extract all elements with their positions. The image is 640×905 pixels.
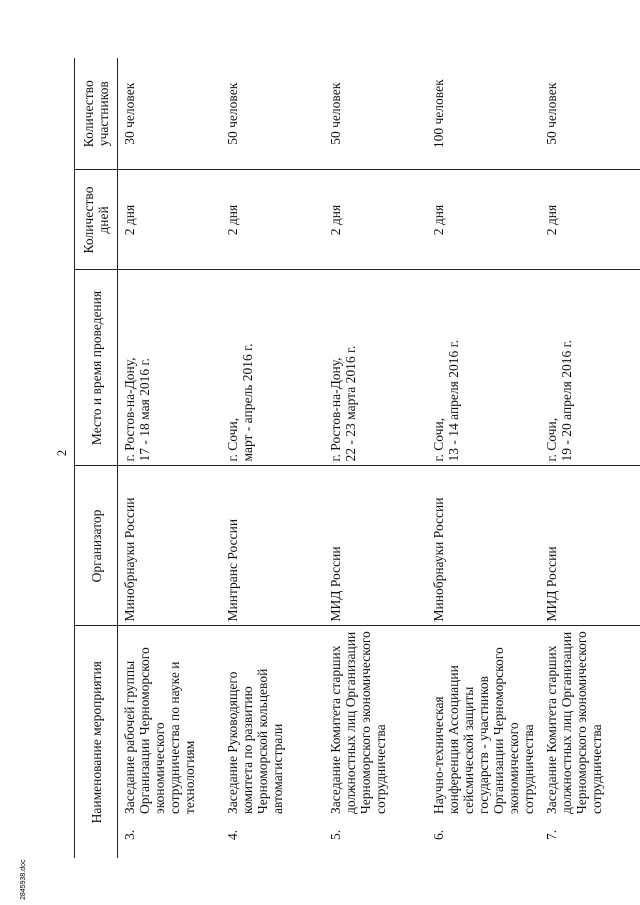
- event-days: 2 дня: [118, 170, 222, 270]
- event-participants: 50 человек: [324, 58, 427, 170]
- event-participants: 30 человек: [118, 58, 222, 170]
- header-organizer: Организатор: [75, 466, 118, 626]
- event-organizer: Минобрнауки России: [118, 466, 222, 626]
- event-time: 19 - 20 апреля 2016 г.: [559, 339, 574, 462]
- event-place: г. Сочи,: [225, 417, 240, 462]
- event-organizer: МИД России: [324, 466, 427, 626]
- event-place-time: [118, 270, 222, 466]
- event-place: г. Сочи,: [544, 417, 559, 462]
- event-place: г. Ростов-на-Дону,: [328, 357, 343, 462]
- event-name: Заседание Руководящего комитета по развитию Черноморской кольцевой автомагистрали: [225, 668, 285, 814]
- event-organizer: МИД России: [540, 466, 640, 626]
- event-place-time: [540, 270, 640, 466]
- event-organizer: Минтранс России: [221, 466, 324, 626]
- event-participants: 100 человек: [427, 58, 540, 170]
- table-header-row: [75, 58, 118, 858]
- event-time: 13 - 14 апреля 2016 г.: [446, 339, 461, 462]
- event-participants: 50 человек: [221, 58, 324, 170]
- event-time: 17 - 18 мая 2016 г.: [137, 358, 152, 462]
- event-place: г. Ростов-на-Дону,: [122, 357, 137, 462]
- table-row: [221, 58, 324, 858]
- event-name: Заседание Комитета старших должностных лиц Организации Черноморского экономического сотрудничества: [544, 631, 604, 814]
- rotated-content: [52, 58, 604, 858]
- document-id: 2845938.doc: [20, 859, 27, 900]
- event-name: Заседание Комитета старших должностных лиц Организации Черноморского экономического сотрудничества: [328, 631, 388, 814]
- header-name: Наименование мероприятия: [75, 626, 118, 858]
- event-place: г. Сочи,: [431, 417, 446, 462]
- row-number: 3.: [122, 829, 137, 840]
- header-days: Количество дней: [75, 170, 118, 270]
- event-participants: 50 человек: [540, 58, 640, 170]
- event-days: 2 дня: [221, 170, 324, 270]
- row-number: 7.: [544, 829, 559, 840]
- event-time: март - апрель 2016 г.: [240, 343, 255, 462]
- header-participants: Количество участников: [75, 58, 118, 170]
- event-place-time: [427, 270, 540, 466]
- row-number: 4.: [225, 829, 240, 840]
- table-row: [118, 58, 222, 858]
- event-days: 2 дня: [324, 170, 427, 270]
- event-name: Научно-техническая конференция Ассоциации сейсмической защиты государств - участников Организации Черноморского экономического сотрудничества: [431, 647, 536, 814]
- table-row: [427, 58, 540, 858]
- event-place-time: [221, 270, 324, 466]
- event-name: Заседание рабочей группы Организации Черноморского экономического сотрудничества по науке и технологиям: [122, 647, 197, 814]
- event-time: 22 - 23 марта 2016 г.: [343, 345, 358, 462]
- event-days: 2 дня: [540, 170, 640, 270]
- row-number: 6.: [431, 829, 446, 840]
- table-row: [540, 58, 640, 858]
- event-organizer: Минобрнауки России: [427, 466, 540, 626]
- event-place-time: [324, 270, 427, 466]
- events-table: [74, 58, 640, 858]
- event-days: 2 дня: [427, 170, 540, 270]
- row-number: 5.: [328, 829, 343, 840]
- page-number: 2: [54, 449, 69, 457]
- header-place-time: Место и время проведения: [75, 270, 118, 466]
- table-row: [324, 58, 427, 858]
